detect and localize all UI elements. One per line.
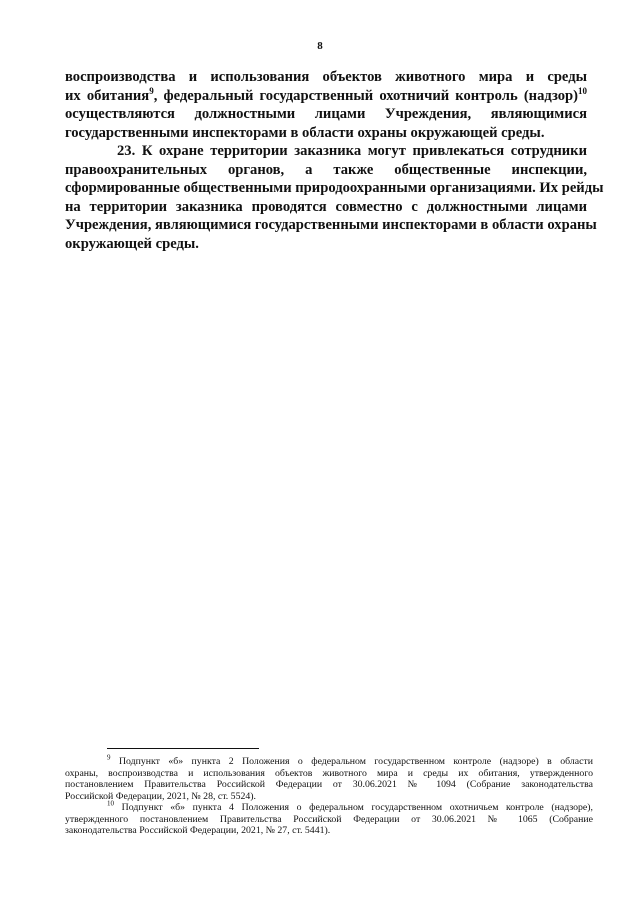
paragraph-2-line-4: на территории заказника проводятся совместно с должностными лицами xyxy=(65,198,587,215)
paragraph-2-line-6: окружающей среды. xyxy=(65,235,199,252)
paragraph-2-line-1: 23. К охране территории заказника могут привлекаться сотрудники xyxy=(117,143,587,159)
footnote-9-line-1 xyxy=(65,753,593,768)
footnote-10-line-1 xyxy=(65,799,593,814)
body-text xyxy=(65,68,604,253)
footnote-marker: 9 xyxy=(107,753,111,762)
footnote-ref-9[interactable]: 9 xyxy=(149,85,154,96)
footnote-9-line-3: постановлением Правительства Российской Федерации от 30.06.2021 № 1094 (Собрание законодательства xyxy=(65,779,593,790)
footnote-marker: 10 xyxy=(107,799,114,808)
footnotes xyxy=(65,753,593,837)
paragraph-2-line-5: Учреждения, являющимися государственными инспекторами в области охраны xyxy=(65,217,597,233)
footnote-10-line-2: утвержденного постановлением Правительства Российской Федерации от 30.06.2021 № 1065 (Собрание xyxy=(65,813,593,825)
footnote-ref-10[interactable]: 10 xyxy=(578,85,587,96)
footnote-text: Подпункт «б» пункта 2 Положения о федеральном государственном контроле (надзоре) в области xyxy=(118,756,593,767)
footnote-10-line-3: законодательства Российской Федерации, 2021, № 27, ст. 5441). xyxy=(65,825,331,836)
paragraph-2-line-3: сформированные общественными природоохранными организациями. Их рейды xyxy=(65,180,604,196)
footnote-9-line-2: охраны, воспроизводства и использования объектов животного мира и среды их обитания, утвержденного xyxy=(65,767,593,779)
footnote-9-line-4: Российской Федерации, 2021, № 28, ст. 5524). xyxy=(65,790,256,802)
paragraph-1-line-1: воспроизводства и использования объектов животного мира и среды xyxy=(65,69,587,85)
footnote-separator xyxy=(107,748,259,749)
text-segment: их обитания xyxy=(65,87,150,104)
paragraph-1-line-3: осуществляются должностными лицами Учреждения, являющимися xyxy=(65,106,587,122)
page-number: 8 xyxy=(317,40,323,52)
text-segment: , федеральный государственный охотничий контроль (надзор) xyxy=(153,87,578,104)
footnote-text: Подпункт «б» пункта 4 Положения о федеральном государственном охотничьем контроле (надзоре), xyxy=(121,802,593,813)
paragraph-1-line-2 xyxy=(65,87,587,106)
paragraph-1-line-4: государственными инспекторами в области охраны окружающей среды. xyxy=(65,124,545,141)
paragraph-2-line-2: правоохранительных органов, а также общественные инспекции, xyxy=(65,161,587,178)
